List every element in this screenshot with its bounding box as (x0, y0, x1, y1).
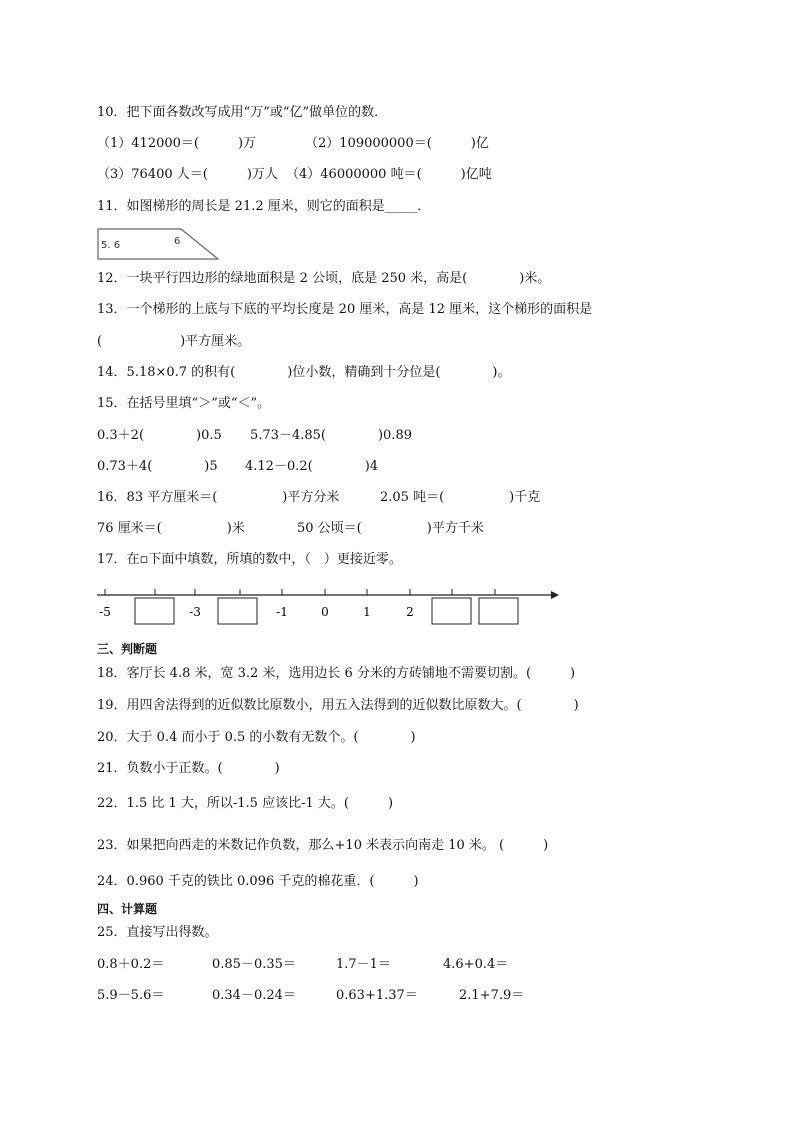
q13-line2: ( )平方厘米。 (97, 334, 251, 349)
q21-text: 21．负数小于正数。( ) (97, 761, 280, 776)
q11-text: 11．如图梯形的周长是 21.2 厘米，则它的面积是_____． (97, 199, 431, 214)
number-label-2: 2 (406, 605, 414, 619)
q17-text: 17．在▫下面中填数，所填的数中，（ ）更接近零。 (97, 552, 402, 567)
calc-item: 0.85－0.35＝ (212, 957, 296, 972)
calc-item: 2.1+7.9＝ (459, 988, 525, 1003)
answer-box-neg4[interactable] (135, 598, 174, 624)
answer-box-3[interactable] (432, 598, 471, 624)
number-label-0: 0 (321, 605, 329, 619)
q16-item-2: 2.05 吨＝( )千克 (380, 490, 541, 505)
q15-item-1: 0.3＋2( )0.5 (97, 428, 222, 443)
q15-item-3: 0.73＋4( )5 (97, 459, 218, 474)
calc-item: 1.7－1＝ (336, 957, 391, 972)
q23-text: 23．如果把向西走的米数记作负数，那么+10 米表示向南走 10 米。 ( ) (97, 838, 549, 853)
q24-text: 24．0.960 千克的铁比 0.096 千克的棉花重．( ) (97, 874, 419, 889)
number-label-1: 1 (363, 605, 371, 619)
q15-item-4: 4.12－0.2( )4 (245, 459, 379, 474)
q10-item-1: （1）412000＝( )万 (97, 136, 257, 151)
q19-text: 19．用四舍法得到的近似数比原数小，用五入法得到的近似数比原数大。( ) (97, 698, 579, 713)
q16-item-4: 50 公顷＝( )平方千米 (297, 521, 484, 536)
q10-item-4: （4）46000000 吨＝( )亿吨 (286, 167, 492, 182)
q13-line1: 13．一个梯形的上底与下底的平均长度是 20 厘米，高是 12 厘米，这个梯形的面积是 (97, 302, 593, 317)
trapezoid-figure (97, 227, 221, 261)
calc-item: 4.6+0.4＝ (443, 957, 509, 972)
q14-text: 14．5.18×0.7 的积有( )位小数，精确到十分位是( )。 (97, 365, 511, 380)
number-line (95, 580, 565, 630)
trapezoid-left-label: 5. 6 (101, 240, 121, 251)
q15-title: 15．在括号里填“＞”或“＜”。 (97, 396, 271, 411)
calc-item: 0.8＋0.2＝ (97, 957, 165, 972)
q20-text: 20．大于 0.4 而小于 0.5 的小数有无数个。( ) (97, 730, 416, 745)
section-judgment-heading: 三、判断题 (97, 642, 158, 656)
q10-item-2: （2）109000000＝( )亿 (305, 136, 489, 151)
calc-item: 0.63+1.37＝ (336, 988, 418, 1003)
q15-item-2: 5.73－4.85( )0.89 (250, 428, 412, 443)
number-label-neg5: -5 (99, 605, 111, 619)
q10-title: 10．把下面各数改写成用“万”或“亿”做单位的数． (97, 105, 388, 120)
q22-text: 22．1.5 比 1 大，所以-1.5 应该比-1 大。( ) (97, 796, 394, 811)
q12-text: 12．一块平行四边形的绿地面积是 2 公顷，底是 250 米，高是( )米。 (97, 271, 551, 286)
number-line-arrow (551, 591, 559, 599)
q16-item-3: 76 厘米＝( )米 (97, 521, 245, 536)
number-label-neg1: -1 (276, 605, 288, 619)
q18-text: 18．客厅长 4.8 米，宽 3.2 米，选用边长 6 分米的方砖铺地不需要切割。( ) (97, 666, 576, 681)
calc-item: 0.34－0.24＝ (212, 988, 296, 1003)
calc-item: 5.9－5.6＝ (97, 988, 165, 1003)
answer-box-4[interactable] (479, 598, 518, 624)
answer-box-neg2[interactable] (218, 598, 257, 624)
q10-item-3: （3）76400 人＝( )万人 (97, 167, 278, 182)
section-calculation-heading: 四、计算题 (97, 902, 158, 916)
q25-title: 25．直接写出得数。 (97, 925, 218, 940)
q16-item-1: 16．83 平方厘米＝( )平方分米 (97, 490, 340, 505)
trapezoid-top-label: 6 (174, 236, 181, 247)
number-label-neg3: -3 (189, 605, 201, 619)
